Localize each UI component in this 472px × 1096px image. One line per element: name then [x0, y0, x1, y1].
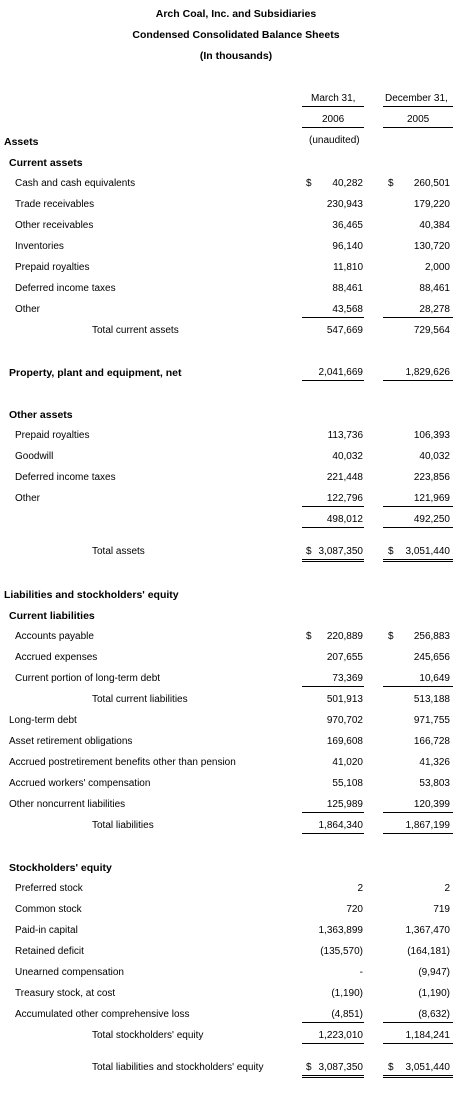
value-december-2005: (164,181)	[407, 946, 450, 957]
value-march-2006: 3,087,350	[318, 546, 363, 557]
table-row	[0, 492, 472, 506]
value-december-2005: 106,393	[413, 430, 450, 441]
value-december-2005: (9,947)	[418, 967, 450, 978]
value-march-2006: 40,282	[332, 178, 363, 189]
value-december-2005: 121,969	[413, 493, 450, 504]
row-label: Total stockholders' equity	[92, 1030, 204, 1041]
underline	[302, 1043, 364, 1044]
value-december-2005: 28,278	[419, 304, 450, 315]
table-row	[0, 177, 472, 191]
value-march-2006: 96,140	[332, 241, 363, 252]
row-label: Total current liabilities	[92, 694, 188, 705]
value-march-2006: 125,989	[326, 799, 363, 810]
value-december-2005: 88,461	[419, 283, 450, 294]
row-label: Trade receivables	[15, 199, 95, 210]
underline	[383, 686, 453, 687]
value-december-2005: 1,184,241	[405, 1030, 450, 1041]
company-name: Arch Coal, Inc. and Subsidiaries	[155, 8, 317, 20]
col2-header-year: 2005	[407, 114, 430, 125]
table-row	[0, 714, 472, 728]
value-december-2005: 166,728	[413, 736, 450, 747]
col1-header-unaudited: (unaudited)	[309, 135, 360, 146]
value-march-2006: (1,190)	[331, 988, 363, 999]
row-label: Current assets	[9, 157, 83, 169]
underline	[383, 506, 453, 507]
value-march-2006: 220,889	[326, 631, 363, 642]
table-row	[0, 1061, 472, 1075]
table-row	[0, 798, 472, 812]
row-label: Total liabilities	[92, 820, 154, 831]
row-label: Other noncurrent liabilities	[9, 799, 126, 810]
double-underline	[302, 1075, 364, 1078]
row-label: Accrued workers' compensation	[9, 778, 151, 789]
underline	[302, 812, 364, 813]
table-row	[0, 240, 472, 254]
table-row	[0, 987, 472, 1001]
value-march-2006: 501,913	[326, 694, 363, 705]
table-row	[0, 156, 472, 170]
row-label: Other assets	[9, 409, 73, 421]
value-march-2006: 113,736	[327, 430, 363, 441]
row-label: Unearned compensation	[15, 967, 124, 978]
table-row	[0, 1029, 472, 1043]
table-row	[0, 966, 472, 980]
value-march-2006: (4,851)	[331, 1009, 363, 1020]
value-march-2006: -	[359, 967, 363, 978]
currency-symbol: $	[388, 178, 394, 189]
value-march-2006: 970,702	[326, 715, 363, 726]
value-march-2006: 2,041,669	[318, 367, 363, 378]
value-december-2005: 2	[444, 883, 450, 894]
underline	[383, 1043, 453, 1044]
double-underline	[302, 559, 364, 562]
row-label: Goodwill	[15, 451, 54, 462]
table-row	[0, 924, 472, 938]
row-label: Other	[15, 304, 41, 315]
value-march-2006: 169,608	[326, 736, 363, 747]
currency-symbol: $	[306, 1062, 312, 1073]
col1-header-month: March 31,	[311, 93, 356, 104]
value-march-2006: (135,570)	[320, 946, 363, 957]
value-december-2005: 719	[433, 904, 450, 915]
col2-header-rule	[383, 106, 453, 107]
value-march-2006: 11,810	[333, 262, 363, 273]
value-december-2005: 120,399	[413, 799, 450, 810]
underline	[383, 1022, 453, 1023]
row-label: Property, plant and equipment, net	[9, 367, 182, 379]
value-december-2005: 130,720	[413, 241, 450, 252]
currency-symbol: $	[388, 1062, 394, 1073]
value-december-2005: 729,564	[413, 325, 450, 336]
row-label: Other	[15, 493, 41, 504]
value-december-2005: 223,856	[413, 472, 450, 483]
value-december-2005: 3,051,440	[405, 1062, 450, 1073]
row-label: Accounts payable	[15, 631, 94, 642]
table-row	[0, 471, 472, 485]
row-label: Accrued postretirement benefits other than pension	[9, 757, 236, 768]
table-row	[0, 861, 472, 875]
row-label: Inventories	[15, 241, 64, 252]
col1-header-rule	[302, 127, 364, 128]
value-march-2006: 2	[357, 883, 363, 894]
value-december-2005: 1,867,199	[405, 820, 450, 831]
value-december-2005: 2,000	[424, 262, 450, 273]
table-row	[0, 588, 472, 602]
value-march-2006: 55,108	[332, 778, 363, 789]
value-december-2005: (1,190)	[418, 988, 450, 999]
row-label: Deferred income taxes	[15, 472, 116, 483]
row-label: Asset retirement obligations	[9, 736, 133, 747]
table-row	[0, 324, 472, 338]
table-row	[0, 945, 472, 959]
row-label: Current liabilities	[9, 610, 95, 622]
table-row	[0, 303, 472, 317]
value-march-2006: 43,568	[332, 304, 363, 315]
value-december-2005: 971,755	[413, 715, 450, 726]
value-december-2005: 10,649	[419, 673, 450, 684]
value-march-2006: 3,087,350	[318, 1062, 363, 1073]
currency-symbol: $	[306, 178, 312, 189]
value-march-2006: 1,223,010	[318, 1030, 363, 1041]
value-december-2005: 40,384	[419, 220, 450, 231]
value-december-2005: 3,051,440	[405, 546, 450, 557]
value-december-2005: 41,326	[419, 757, 450, 768]
value-december-2005: 53,803	[419, 778, 450, 789]
table-row	[0, 261, 472, 275]
value-december-2005: 1,367,470	[405, 925, 450, 936]
currency-symbol: $	[388, 546, 394, 557]
row-label: Treasury stock, at cost	[15, 988, 116, 999]
table-row	[0, 903, 472, 917]
table-row	[0, 882, 472, 896]
table-row	[0, 408, 472, 422]
row-label: Total current assets	[92, 325, 179, 336]
value-march-2006: 73,369	[332, 673, 363, 684]
row-label: Prepaid royalties	[15, 430, 90, 441]
row-label: Assets	[4, 136, 39, 148]
table-row	[0, 819, 472, 833]
double-underline	[383, 559, 453, 562]
value-march-2006: 547,669	[326, 325, 363, 336]
table-row	[0, 756, 472, 770]
value-march-2006: 41,020	[332, 757, 363, 768]
table-row	[0, 219, 472, 233]
value-december-2005: (8,632)	[418, 1009, 450, 1020]
value-march-2006: 1,363,899	[318, 925, 363, 936]
row-label: Accumulated other comprehensive loss	[15, 1009, 190, 1020]
col2-header-month: December 31,	[385, 93, 448, 104]
table-row	[0, 609, 472, 623]
value-march-2006: 207,655	[326, 652, 363, 663]
currency-symbol: $	[306, 546, 312, 557]
row-label: Retained deficit	[15, 946, 84, 957]
value-march-2006: 36,465	[332, 220, 363, 231]
underline	[302, 833, 364, 834]
underline	[302, 1022, 364, 1023]
row-label: Other receivables	[15, 220, 94, 231]
table-row	[0, 777, 472, 791]
table-row	[0, 1008, 472, 1022]
table-row	[0, 366, 472, 380]
table-row	[0, 630, 472, 644]
col2-header-rule	[383, 127, 453, 128]
table-row	[0, 651, 472, 665]
table-row	[0, 450, 472, 464]
table-row	[0, 693, 472, 707]
value-march-2006: 40,032	[332, 451, 363, 462]
table-row	[0, 672, 472, 686]
row-label: Stockholders' equity	[9, 862, 112, 874]
value-december-2005: 40,032	[419, 451, 450, 462]
value-march-2006: 122,796	[326, 493, 363, 504]
row-label: Long-term debt	[9, 715, 77, 726]
currency-symbol: $	[306, 631, 312, 642]
col1-header-year: 2006	[322, 114, 345, 125]
row-label: Deferred income taxes	[15, 283, 116, 294]
table-row	[0, 198, 472, 212]
row-label: Prepaid royalties	[15, 262, 90, 273]
underline	[383, 527, 453, 528]
value-december-2005: 260,501	[413, 178, 450, 189]
value-december-2005: 256,883	[413, 631, 450, 642]
value-march-2006: 498,012	[326, 514, 363, 525]
underline	[302, 380, 364, 381]
table-row	[0, 135, 472, 149]
underline	[302, 686, 364, 687]
value-march-2006: 720	[346, 904, 363, 915]
table-row	[0, 282, 472, 296]
underline	[383, 812, 453, 813]
underline	[302, 506, 364, 507]
value-december-2005: 179,220	[413, 199, 450, 210]
row-label: Total liabilities and stockholders' equity	[92, 1062, 264, 1073]
value-march-2006: 230,943	[326, 199, 363, 210]
currency-symbol: $	[388, 631, 394, 642]
table-row	[0, 429, 472, 443]
double-underline	[383, 1075, 453, 1078]
row-label: Cash and cash equivalents	[15, 178, 136, 189]
underline	[302, 527, 364, 528]
value-march-2006: 221,448	[326, 472, 363, 483]
value-december-2005: 492,250	[413, 514, 450, 525]
statement-title: Condensed Consolidated Balance Sheets	[132, 29, 340, 41]
row-label: Liabilities and stockholders' equity	[4, 589, 179, 601]
underline	[383, 317, 453, 318]
col1-header-rule	[302, 106, 364, 107]
row-label: Preferred stock	[15, 883, 83, 894]
underline	[302, 317, 364, 318]
underline	[383, 833, 453, 834]
row-label: Accrued expenses	[15, 652, 98, 663]
table-row	[0, 735, 472, 749]
units-note: (In thousands)	[199, 50, 273, 62]
row-label: Paid-in capital	[15, 925, 78, 936]
value-march-2006: 1,864,340	[318, 820, 363, 831]
row-label: Total assets	[92, 546, 145, 557]
row-label: Common stock	[15, 904, 82, 915]
value-march-2006: 88,461	[332, 283, 363, 294]
row-label: Current portion of long-term debt	[15, 673, 161, 684]
value-december-2005: 245,656	[413, 652, 450, 663]
value-december-2005: 1,829,626	[405, 367, 450, 378]
table-row	[0, 513, 472, 527]
underline	[383, 380, 453, 381]
value-december-2005: 513,188	[413, 694, 450, 705]
table-row	[0, 545, 472, 559]
